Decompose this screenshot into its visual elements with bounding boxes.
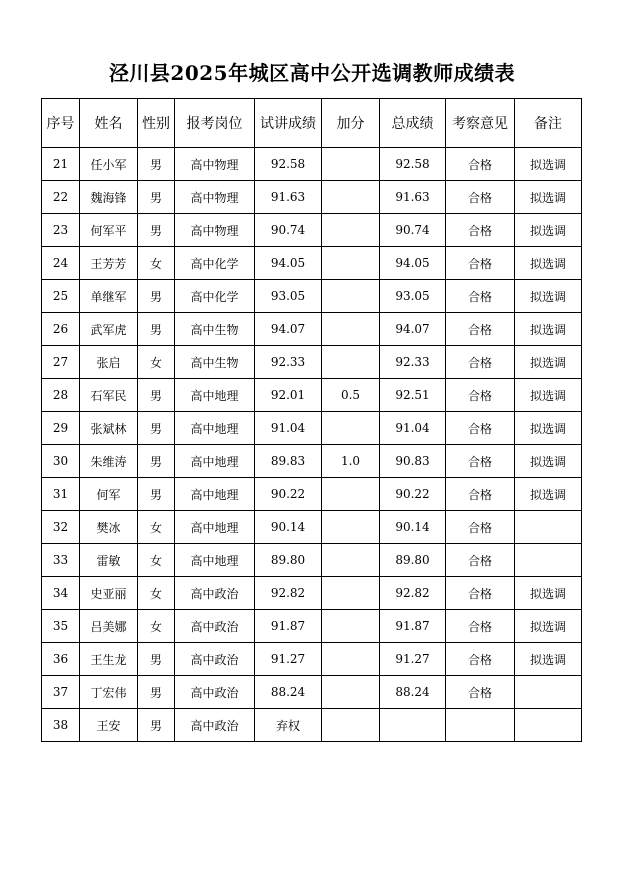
cell-index: 23 <box>42 214 80 247</box>
cell-gender: 女 <box>138 346 175 379</box>
cell-inspection: 合格 <box>446 445 515 478</box>
cell-gender: 男 <box>138 148 175 181</box>
cell-gender: 男 <box>138 709 175 742</box>
table-row <box>42 577 582 610</box>
cell-bonus <box>322 643 380 676</box>
cell-lecture-score: 91.04 <box>255 412 322 445</box>
cell-index: 38 <box>42 709 80 742</box>
cell-inspection: 合格 <box>446 148 515 181</box>
cell-position: 高中化学 <box>175 247 255 280</box>
cell-name: 魏海锋 <box>80 181 138 214</box>
table-row <box>42 247 582 280</box>
col-header-total-score: 总成绩 <box>380 99 446 148</box>
cell-remarks: 拟选调 <box>515 280 582 313</box>
cell-remarks: 拟选调 <box>515 643 582 676</box>
cell-inspection: 合格 <box>446 412 515 445</box>
cell-remarks: 拟选调 <box>515 445 582 478</box>
cell-lecture-score: 91.27 <box>255 643 322 676</box>
cell-total-score: 92.58 <box>380 148 446 181</box>
cell-gender: 男 <box>138 214 175 247</box>
table-row <box>42 511 582 544</box>
cell-inspection: 合格 <box>446 511 515 544</box>
document-title: 泾川县2025年城区高中公开选调教师成绩表 <box>108 61 516 85</box>
cell-gender: 女 <box>138 247 175 280</box>
table-row <box>42 346 582 379</box>
cell-position: 高中地理 <box>175 478 255 511</box>
cell-index: 36 <box>42 643 80 676</box>
cell-lecture-score: 92.33 <box>255 346 322 379</box>
cell-inspection: 合格 <box>446 247 515 280</box>
cell-name: 单继军 <box>80 280 138 313</box>
cell-lecture-score: 89.80 <box>255 544 322 577</box>
cell-remarks <box>515 544 582 577</box>
cell-name: 王芳芳 <box>80 247 138 280</box>
cell-position: 高中地理 <box>175 544 255 577</box>
cell-gender: 女 <box>138 610 175 643</box>
cell-gender: 男 <box>138 676 175 709</box>
cell-bonus <box>322 148 380 181</box>
cell-index: 29 <box>42 412 80 445</box>
cell-lecture-score: 93.05 <box>255 280 322 313</box>
cell-total-score: 91.87 <box>380 610 446 643</box>
cell-index: 35 <box>42 610 80 643</box>
cell-position: 高中政治 <box>175 643 255 676</box>
cell-bonus <box>322 544 380 577</box>
cell-bonus <box>322 280 380 313</box>
cell-gender: 男 <box>138 313 175 346</box>
cell-index: 26 <box>42 313 80 346</box>
cell-inspection: 合格 <box>446 610 515 643</box>
table-row <box>42 181 582 214</box>
cell-index: 37 <box>42 676 80 709</box>
cell-index: 30 <box>42 445 80 478</box>
cell-inspection: 合格 <box>446 313 515 346</box>
cell-total-score: 88.24 <box>380 676 446 709</box>
cell-remarks: 拟选调 <box>515 610 582 643</box>
cell-lecture-score: 91.87 <box>255 610 322 643</box>
cell-gender: 男 <box>138 643 175 676</box>
cell-position: 高中政治 <box>175 676 255 709</box>
cell-lecture-score: 92.01 <box>255 379 322 412</box>
cell-bonus <box>322 214 380 247</box>
cell-name: 任小军 <box>80 148 138 181</box>
cell-index: 34 <box>42 577 80 610</box>
col-header-index: 序号 <box>42 99 80 148</box>
cell-remarks <box>515 676 582 709</box>
cell-bonus <box>322 478 380 511</box>
cell-position: 高中政治 <box>175 577 255 610</box>
cell-remarks: 拟选调 <box>515 148 582 181</box>
cell-remarks: 拟选调 <box>515 577 582 610</box>
cell-gender: 女 <box>138 544 175 577</box>
cell-remarks: 拟选调 <box>515 478 582 511</box>
cell-index: 27 <box>42 346 80 379</box>
cell-index: 24 <box>42 247 80 280</box>
table-row <box>42 148 582 181</box>
table-row <box>42 313 582 346</box>
cell-lecture-score: 94.05 <box>255 247 322 280</box>
table-row <box>42 478 582 511</box>
cell-bonus <box>322 511 380 544</box>
cell-position: 高中化学 <box>175 280 255 313</box>
cell-remarks: 拟选调 <box>515 346 582 379</box>
cell-name: 何军 <box>80 478 138 511</box>
cell-lecture-score: 89.83 <box>255 445 322 478</box>
cell-lecture-score: 91.63 <box>255 181 322 214</box>
table-row <box>42 676 582 709</box>
cell-gender: 男 <box>138 181 175 214</box>
cell-name: 石军民 <box>80 379 138 412</box>
cell-remarks: 拟选调 <box>515 247 582 280</box>
cell-remarks <box>515 709 582 742</box>
cell-lecture-score: 弃权 <box>255 709 322 742</box>
cell-total-score: 92.51 <box>380 379 446 412</box>
cell-name: 雷敏 <box>80 544 138 577</box>
cell-gender: 女 <box>138 577 175 610</box>
cell-index: 32 <box>42 511 80 544</box>
cell-position: 高中政治 <box>175 610 255 643</box>
cell-inspection: 合格 <box>446 478 515 511</box>
cell-position: 高中地理 <box>175 445 255 478</box>
col-header-remarks: 备注 <box>515 99 582 148</box>
cell-position: 高中物理 <box>175 181 255 214</box>
cell-bonus <box>322 709 380 742</box>
cell-total-score: 90.22 <box>380 478 446 511</box>
col-header-lecture-score: 试讲成绩 <box>255 99 322 148</box>
table-row <box>42 445 582 478</box>
cell-gender: 女 <box>138 511 175 544</box>
cell-name: 王生龙 <box>80 643 138 676</box>
col-header-gender: 性别 <box>138 99 175 148</box>
cell-gender: 男 <box>138 478 175 511</box>
cell-total-score: 93.05 <box>380 280 446 313</box>
table-row <box>42 280 582 313</box>
cell-index: 33 <box>42 544 80 577</box>
cell-position: 高中政治 <box>175 709 255 742</box>
cell-remarks: 拟选调 <box>515 313 582 346</box>
cell-total-score: 89.80 <box>380 544 446 577</box>
cell-inspection: 合格 <box>446 544 515 577</box>
cell-name: 吕美娜 <box>80 610 138 643</box>
cell-position: 高中生物 <box>175 346 255 379</box>
table-row <box>42 412 582 445</box>
cell-position: 高中生物 <box>175 313 255 346</box>
cell-gender: 男 <box>138 280 175 313</box>
cell-bonus <box>322 181 380 214</box>
cell-inspection: 合格 <box>446 214 515 247</box>
cell-lecture-score: 90.22 <box>255 478 322 511</box>
cell-index: 28 <box>42 379 80 412</box>
cell-inspection <box>446 709 515 742</box>
cell-inspection: 合格 <box>446 280 515 313</box>
cell-bonus: 0.5 <box>322 379 380 412</box>
cell-lecture-score: 94.07 <box>255 313 322 346</box>
cell-total-score: 90.83 <box>380 445 446 478</box>
table-row <box>42 709 582 742</box>
cell-total-score: 91.27 <box>380 643 446 676</box>
cell-total-score: 90.74 <box>380 214 446 247</box>
cell-bonus: 1.0 <box>322 445 380 478</box>
cell-name: 史亚丽 <box>80 577 138 610</box>
cell-position: 高中地理 <box>175 379 255 412</box>
table-row <box>42 544 582 577</box>
cell-name: 王安 <box>80 709 138 742</box>
cell-position: 高中物理 <box>175 214 255 247</box>
cell-bonus <box>322 676 380 709</box>
cell-bonus <box>322 412 380 445</box>
cell-inspection: 合格 <box>446 346 515 379</box>
cell-index: 31 <box>42 478 80 511</box>
cell-position: 高中物理 <box>175 148 255 181</box>
table-body <box>42 148 582 742</box>
cell-name: 张斌林 <box>80 412 138 445</box>
table-row <box>42 379 582 412</box>
cell-gender: 男 <box>138 445 175 478</box>
cell-gender: 男 <box>138 412 175 445</box>
cell-total-score: 92.82 <box>380 577 446 610</box>
cell-bonus <box>322 346 380 379</box>
cell-name: 丁宏伟 <box>80 676 138 709</box>
col-header-inspection: 考察意见 <box>446 99 515 148</box>
cell-lecture-score: 90.74 <box>255 214 322 247</box>
cell-lecture-score: 92.82 <box>255 577 322 610</box>
cell-remarks: 拟选调 <box>515 412 582 445</box>
table-header-row <box>42 99 582 148</box>
cell-total-score: 91.63 <box>380 181 446 214</box>
cell-total-score: 92.33 <box>380 346 446 379</box>
cell-index: 25 <box>42 280 80 313</box>
col-header-bonus: 加分 <box>322 99 380 148</box>
score-table <box>41 98 582 742</box>
cell-remarks: 拟选调 <box>515 214 582 247</box>
cell-bonus <box>322 313 380 346</box>
cell-gender: 男 <box>138 379 175 412</box>
cell-remarks: 拟选调 <box>515 181 582 214</box>
cell-inspection: 合格 <box>446 379 515 412</box>
cell-bonus <box>322 247 380 280</box>
cell-bonus <box>322 577 380 610</box>
cell-total-score: 94.05 <box>380 247 446 280</box>
cell-lecture-score: 90.14 <box>255 511 322 544</box>
cell-bonus <box>322 610 380 643</box>
table-row <box>42 610 582 643</box>
cell-lecture-score: 92.58 <box>255 148 322 181</box>
cell-index: 22 <box>42 181 80 214</box>
cell-remarks <box>515 511 582 544</box>
cell-total-score <box>380 709 446 742</box>
col-header-position: 报考岗位 <box>175 99 255 148</box>
cell-total-score: 94.07 <box>380 313 446 346</box>
cell-name: 朱维涛 <box>80 445 138 478</box>
col-header-name: 姓名 <box>80 99 138 148</box>
cell-inspection: 合格 <box>446 676 515 709</box>
cell-total-score: 91.04 <box>380 412 446 445</box>
cell-inspection: 合格 <box>446 643 515 676</box>
cell-lecture-score: 88.24 <box>255 676 322 709</box>
table-row <box>42 643 582 676</box>
cell-index: 21 <box>42 148 80 181</box>
cell-position: 高中地理 <box>175 412 255 445</box>
cell-name: 樊冰 <box>80 511 138 544</box>
cell-name: 张启 <box>80 346 138 379</box>
cell-name: 何军平 <box>80 214 138 247</box>
cell-remarks: 拟选调 <box>515 379 582 412</box>
cell-name: 武军虎 <box>80 313 138 346</box>
cell-total-score: 90.14 <box>380 511 446 544</box>
cell-position: 高中地理 <box>175 511 255 544</box>
cell-inspection: 合格 <box>446 181 515 214</box>
table-row <box>42 214 582 247</box>
cell-inspection: 合格 <box>446 577 515 610</box>
